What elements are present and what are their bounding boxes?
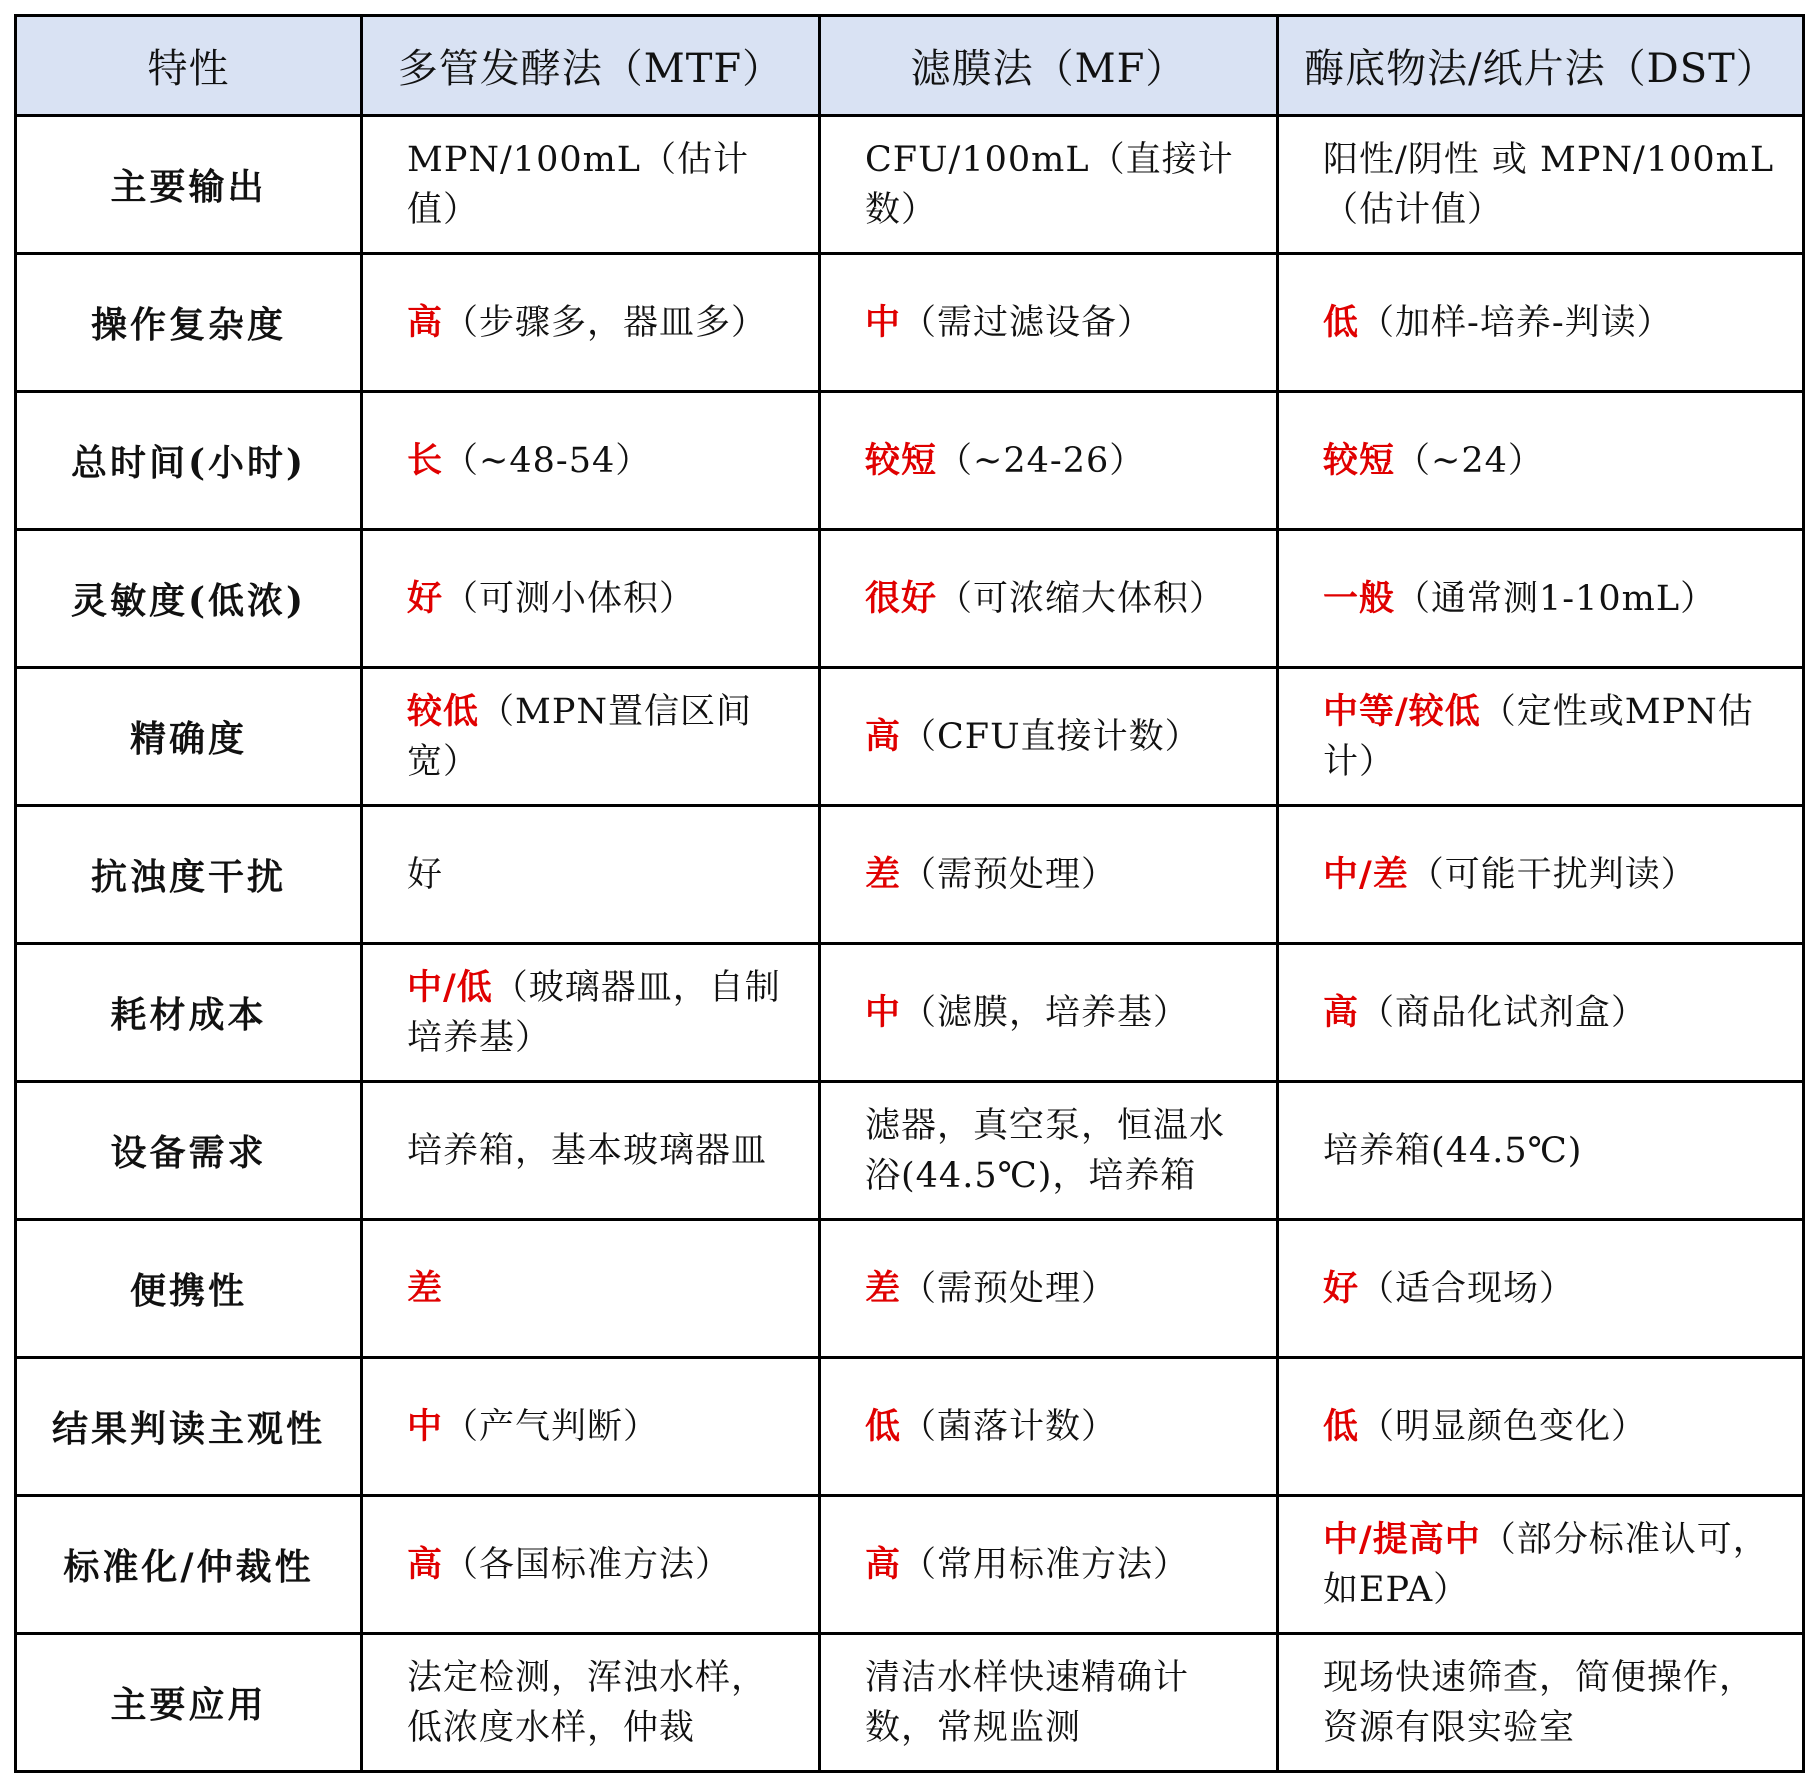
feature-cell: 主要应用 (16, 1634, 362, 1772)
mtf-cell (362, 668, 820, 806)
mtf-cell (362, 1358, 820, 1496)
mf-cell (820, 668, 1278, 806)
cell-text: （定性或MPN估计） (1323, 691, 1754, 782)
comparison-table-wrapper (14, 14, 1802, 1773)
rating-highlight: 长 (407, 439, 444, 481)
rating-highlight: 差 (407, 1267, 444, 1309)
mtf-cell (362, 254, 820, 392)
cell-text: 培养箱(44.5℃) (1323, 1130, 1583, 1171)
mf-cell (820, 254, 1278, 392)
dst-cell (1278, 530, 1804, 668)
cell-text: （滤膜，培养基） (901, 992, 1190, 1033)
rating-highlight: 较低 (407, 690, 480, 732)
feature-cell: 主要输出 (16, 116, 362, 254)
table-row (16, 1634, 1804, 1772)
feature-cell: 设备需求 (16, 1082, 362, 1220)
header-mtf: 多管发酵法（MTF） (362, 16, 820, 116)
cell-text: （需预处理） (901, 854, 1118, 895)
table-row (16, 1082, 1804, 1220)
rating-highlight: 中 (865, 991, 902, 1033)
mtf-cell (362, 1082, 820, 1220)
rating-highlight: 一般 (1323, 577, 1396, 619)
rating-highlight: 中等/较低 (1323, 690, 1481, 732)
cell-text: （通常测1-10mL） (1395, 578, 1717, 619)
feature-cell: 标准化/仲裁性 (16, 1496, 362, 1634)
cell-text: 好 (407, 854, 444, 895)
cell-text: （需过滤设备） (901, 302, 1154, 343)
table-body (16, 116, 1804, 1772)
cell-text: （步骤多，器皿多） (443, 302, 768, 343)
header-mf: 滤膜法（MF） (820, 16, 1278, 116)
mf-cell (820, 1358, 1278, 1496)
rating-highlight: 低 (1323, 1405, 1360, 1447)
header-dst: 酶底物法/纸片法（DST） (1278, 16, 1804, 116)
mtf-cell (362, 944, 820, 1082)
cell-text: （适合现场） (1359, 1268, 1576, 1309)
rating-highlight: 高 (865, 1543, 902, 1585)
mtf-cell (362, 392, 820, 530)
cell-text: （产气判断） (443, 1406, 660, 1447)
cell-text: （可浓缩大体积） (937, 578, 1226, 619)
table-row (16, 1220, 1804, 1358)
method-comparison-table (14, 14, 1805, 1773)
cell-text: （可测小体积） (443, 578, 696, 619)
rating-highlight: 高 (407, 301, 444, 343)
feature-cell: 结果判读主观性 (16, 1358, 362, 1496)
header-feature: 特性 (16, 16, 362, 116)
rating-highlight: 差 (865, 1267, 902, 1309)
rating-highlight: 差 (865, 853, 902, 895)
rating-highlight: 较短 (1323, 439, 1396, 481)
table-row (16, 806, 1804, 944)
table-row (16, 254, 1804, 392)
rating-highlight: 很好 (865, 577, 938, 619)
dst-cell (1278, 1496, 1804, 1634)
rating-highlight: 较短 (865, 439, 938, 481)
dst-cell (1278, 806, 1804, 944)
feature-cell: 操作复杂度 (16, 254, 362, 392)
dst-cell (1278, 254, 1804, 392)
feature-cell: 灵敏度(低浓) (16, 530, 362, 668)
cell-text: （部分标准认可，如EPA） (1323, 1519, 1769, 1610)
cell-text: （~24-26） (937, 440, 1146, 481)
rating-highlight: 中/低 (407, 966, 493, 1008)
mtf-cell (362, 530, 820, 668)
cell-text: （可能干扰判读） (1408, 854, 1697, 895)
rating-highlight: 中/差 (1323, 853, 1409, 895)
dst-cell (1278, 392, 1804, 530)
mf-cell (820, 116, 1278, 254)
cell-text: 现场快速筛查，简便操作，资源有限实验室 (1323, 1657, 1756, 1748)
rating-highlight: 低 (865, 1405, 902, 1447)
cell-text: （明显颜色变化） (1359, 1406, 1648, 1447)
cell-text: 培养箱，基本玻璃器皿 (407, 1130, 768, 1171)
rating-highlight: 好 (407, 577, 444, 619)
dst-cell (1278, 1220, 1804, 1358)
rating-highlight: 中 (865, 301, 902, 343)
dst-cell (1278, 668, 1804, 806)
feature-cell: 抗浊度干扰 (16, 806, 362, 944)
rating-highlight: 高 (1323, 991, 1360, 1033)
cell-text: （各国标准方法） (443, 1544, 732, 1585)
mf-cell (820, 1220, 1278, 1358)
cell-text: （CFU直接计数） (901, 716, 1201, 757)
feature-cell: 总时间(小时) (16, 392, 362, 530)
table-row (16, 1496, 1804, 1634)
mtf-cell (362, 116, 820, 254)
cell-text: 法定检测，浑浊水样，低浓度水样，仲裁 (407, 1657, 768, 1748)
mtf-cell (362, 1634, 820, 1772)
cell-text: （玻璃器皿，自制培养基） (407, 967, 781, 1058)
mtf-cell (362, 806, 820, 944)
rating-highlight: 好 (1323, 1267, 1360, 1309)
cell-text: （常用标准方法） (901, 1544, 1190, 1585)
feature-cell: 便携性 (16, 1220, 362, 1358)
feature-cell: 耗材成本 (16, 944, 362, 1082)
mf-cell (820, 944, 1278, 1082)
table-row (16, 392, 1804, 530)
cell-text: （商品化试剂盒） (1359, 992, 1648, 1033)
dst-cell (1278, 1634, 1804, 1772)
cell-text: CFU/100mL（直接计数） (865, 139, 1234, 230)
mf-cell (820, 806, 1278, 944)
rating-highlight: 中 (407, 1405, 444, 1447)
cell-text: 滤器，真空泵，恒温水浴(44.5℃)，培养箱 (865, 1105, 1226, 1196)
dst-cell (1278, 116, 1804, 254)
cell-text: MPN/100mL（估计值） (407, 139, 750, 230)
table-row (16, 1358, 1804, 1496)
cell-text: 清洁水样快速精确计数，常规监测 (865, 1657, 1190, 1748)
header-row (16, 16, 1804, 116)
table-row (16, 530, 1804, 668)
cell-text: （需预处理） (901, 1268, 1118, 1309)
mf-cell (820, 1634, 1278, 1772)
dst-cell (1278, 944, 1804, 1082)
dst-cell (1278, 1358, 1804, 1496)
mf-cell (820, 392, 1278, 530)
cell-text: （MPN置信区间宽） (407, 691, 753, 782)
rating-highlight: 中/提高中 (1323, 1518, 1481, 1560)
mf-cell (820, 1082, 1278, 1220)
rating-highlight: 高 (865, 715, 902, 757)
mtf-cell (362, 1496, 820, 1634)
mf-cell (820, 1496, 1278, 1634)
feature-cell: 精确度 (16, 668, 362, 806)
dst-cell (1278, 1082, 1804, 1220)
cell-text: （菌落计数） (901, 1406, 1118, 1447)
rating-highlight: 高 (407, 1543, 444, 1585)
table-row (16, 116, 1804, 254)
table-row (16, 944, 1804, 1082)
cell-text: （~24） (1395, 440, 1544, 481)
table-header (16, 16, 1804, 116)
cell-text: （~48-54） (443, 440, 652, 481)
cell-text: （加样-培养-判读） (1359, 302, 1673, 343)
table-row (16, 668, 1804, 806)
mf-cell (820, 530, 1278, 668)
rating-highlight: 低 (1323, 301, 1360, 343)
mtf-cell (362, 1220, 820, 1358)
cell-text: 阳性/阴性 或 MPN/100mL（估计值） (1323, 139, 1775, 230)
